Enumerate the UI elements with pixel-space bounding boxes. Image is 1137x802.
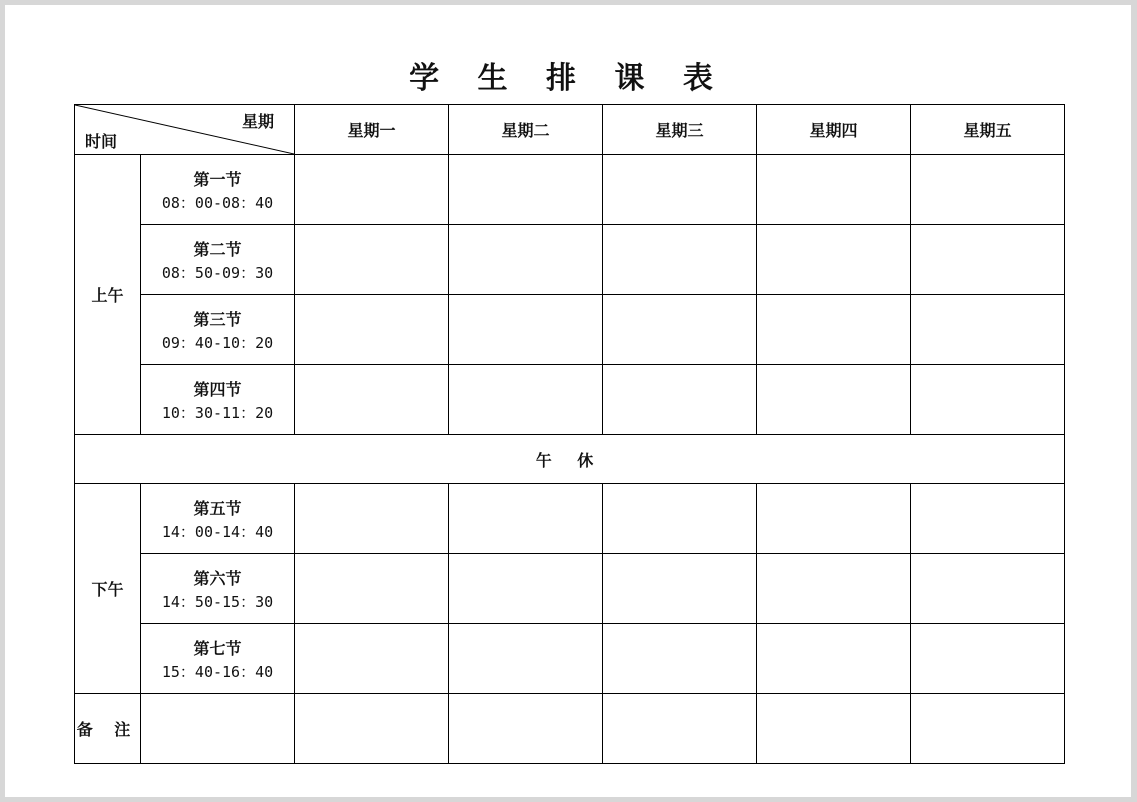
- corner-cell: [75, 105, 295, 155]
- period-cell: [141, 295, 295, 365]
- schedule-cell[interactable]: [911, 295, 1065, 365]
- period-cell: [141, 624, 295, 694]
- period-name: 第三节: [193, 309, 242, 329]
- day-header: 星期二: [449, 105, 603, 155]
- notes-row: [75, 694, 1065, 764]
- period-name: 第五节: [193, 498, 242, 518]
- schedule-cell[interactable]: [449, 295, 603, 365]
- period-time: 15：40-16：40: [161, 662, 274, 681]
- table-row: [75, 155, 1065, 225]
- schedule-cell[interactable]: [449, 554, 603, 624]
- schedule-cell[interactable]: [603, 554, 757, 624]
- notes-cell[interactable]: [449, 694, 603, 764]
- schedule-cell[interactable]: [295, 225, 449, 295]
- schedule-cell[interactable]: [295, 365, 449, 435]
- table-row: [75, 225, 1065, 295]
- period-name: 第六节: [193, 568, 242, 588]
- corner-label-day: 星期: [241, 112, 274, 131]
- period-time: 10：30-11：20: [161, 403, 274, 422]
- notes-label: 备 注: [75, 694, 141, 764]
- schedule-cell[interactable]: [757, 484, 911, 554]
- table-row: [75, 295, 1065, 365]
- noon-break-label: 午 休: [75, 435, 1065, 484]
- period-time: 09：40-10：20: [161, 333, 274, 352]
- period-cell: [141, 484, 295, 554]
- schedule-cell[interactable]: [449, 484, 603, 554]
- schedule-cell[interactable]: [295, 155, 449, 225]
- schedule-cell[interactable]: [911, 554, 1065, 624]
- day-header: 星期四: [757, 105, 911, 155]
- schedule-cell[interactable]: [603, 225, 757, 295]
- schedule-cell[interactable]: [449, 624, 603, 694]
- schedule-cell[interactable]: [603, 624, 757, 694]
- table-row: [75, 365, 1065, 435]
- schedule-cell[interactable]: [295, 624, 449, 694]
- schedule-cell[interactable]: [449, 155, 603, 225]
- table-row: [75, 484, 1065, 554]
- schedule-cell[interactable]: [911, 484, 1065, 554]
- period-cell: [141, 365, 295, 435]
- table-row: [75, 624, 1065, 694]
- header-row: [75, 105, 1065, 155]
- schedule-cell[interactable]: [757, 554, 911, 624]
- period-name: 第四节: [193, 379, 242, 399]
- schedule-table: [74, 104, 1065, 764]
- morning-label: 上午: [75, 155, 141, 435]
- schedule-cell[interactable]: [757, 365, 911, 435]
- notes-cell[interactable]: [141, 694, 295, 764]
- schedule-cell[interactable]: [757, 624, 911, 694]
- schedule-cell[interactable]: [603, 295, 757, 365]
- period-name: 第二节: [193, 239, 242, 259]
- notes-cell[interactable]: [757, 694, 911, 764]
- schedule-cell[interactable]: [449, 225, 603, 295]
- schedule-cell[interactable]: [603, 155, 757, 225]
- period-name: 第七节: [193, 638, 242, 658]
- day-header: 星期一: [295, 105, 449, 155]
- notes-cell[interactable]: [295, 694, 449, 764]
- period-time: 08：00-08：40: [161, 193, 274, 212]
- period-cell: [141, 225, 295, 295]
- day-header: 星期三: [603, 105, 757, 155]
- schedule-cell[interactable]: [449, 365, 603, 435]
- period-cell: [141, 554, 295, 624]
- period-name: 第一节: [193, 169, 242, 189]
- document-page: [5, 5, 1131, 797]
- noon-break-row: [75, 435, 1065, 484]
- schedule-cell[interactable]: [295, 295, 449, 365]
- afternoon-label: 下午: [75, 484, 141, 694]
- period-time: 14：50-15：30: [161, 592, 274, 611]
- schedule-cell[interactable]: [911, 365, 1065, 435]
- notes-cell[interactable]: [911, 694, 1065, 764]
- period-cell: [141, 155, 295, 225]
- schedule-cell[interactable]: [911, 225, 1065, 295]
- schedule-cell[interactable]: [295, 484, 449, 554]
- period-time: 08：50-09：30: [161, 263, 274, 282]
- schedule-cell[interactable]: [911, 624, 1065, 694]
- schedule-cell[interactable]: [757, 225, 911, 295]
- schedule-cell[interactable]: [295, 554, 449, 624]
- table-row: [75, 554, 1065, 624]
- notes-cell[interactable]: [603, 694, 757, 764]
- schedule-cell[interactable]: [603, 365, 757, 435]
- day-header: 星期五: [911, 105, 1065, 155]
- period-time: 14：00-14：40: [161, 522, 274, 541]
- schedule-cell[interactable]: [757, 155, 911, 225]
- page-title: 学 生 排 课 表: [409, 61, 727, 96]
- schedule-cell[interactable]: [757, 295, 911, 365]
- schedule-cell[interactable]: [911, 155, 1065, 225]
- schedule-cell[interactable]: [603, 484, 757, 554]
- corner-label-time: 时间: [85, 132, 118, 151]
